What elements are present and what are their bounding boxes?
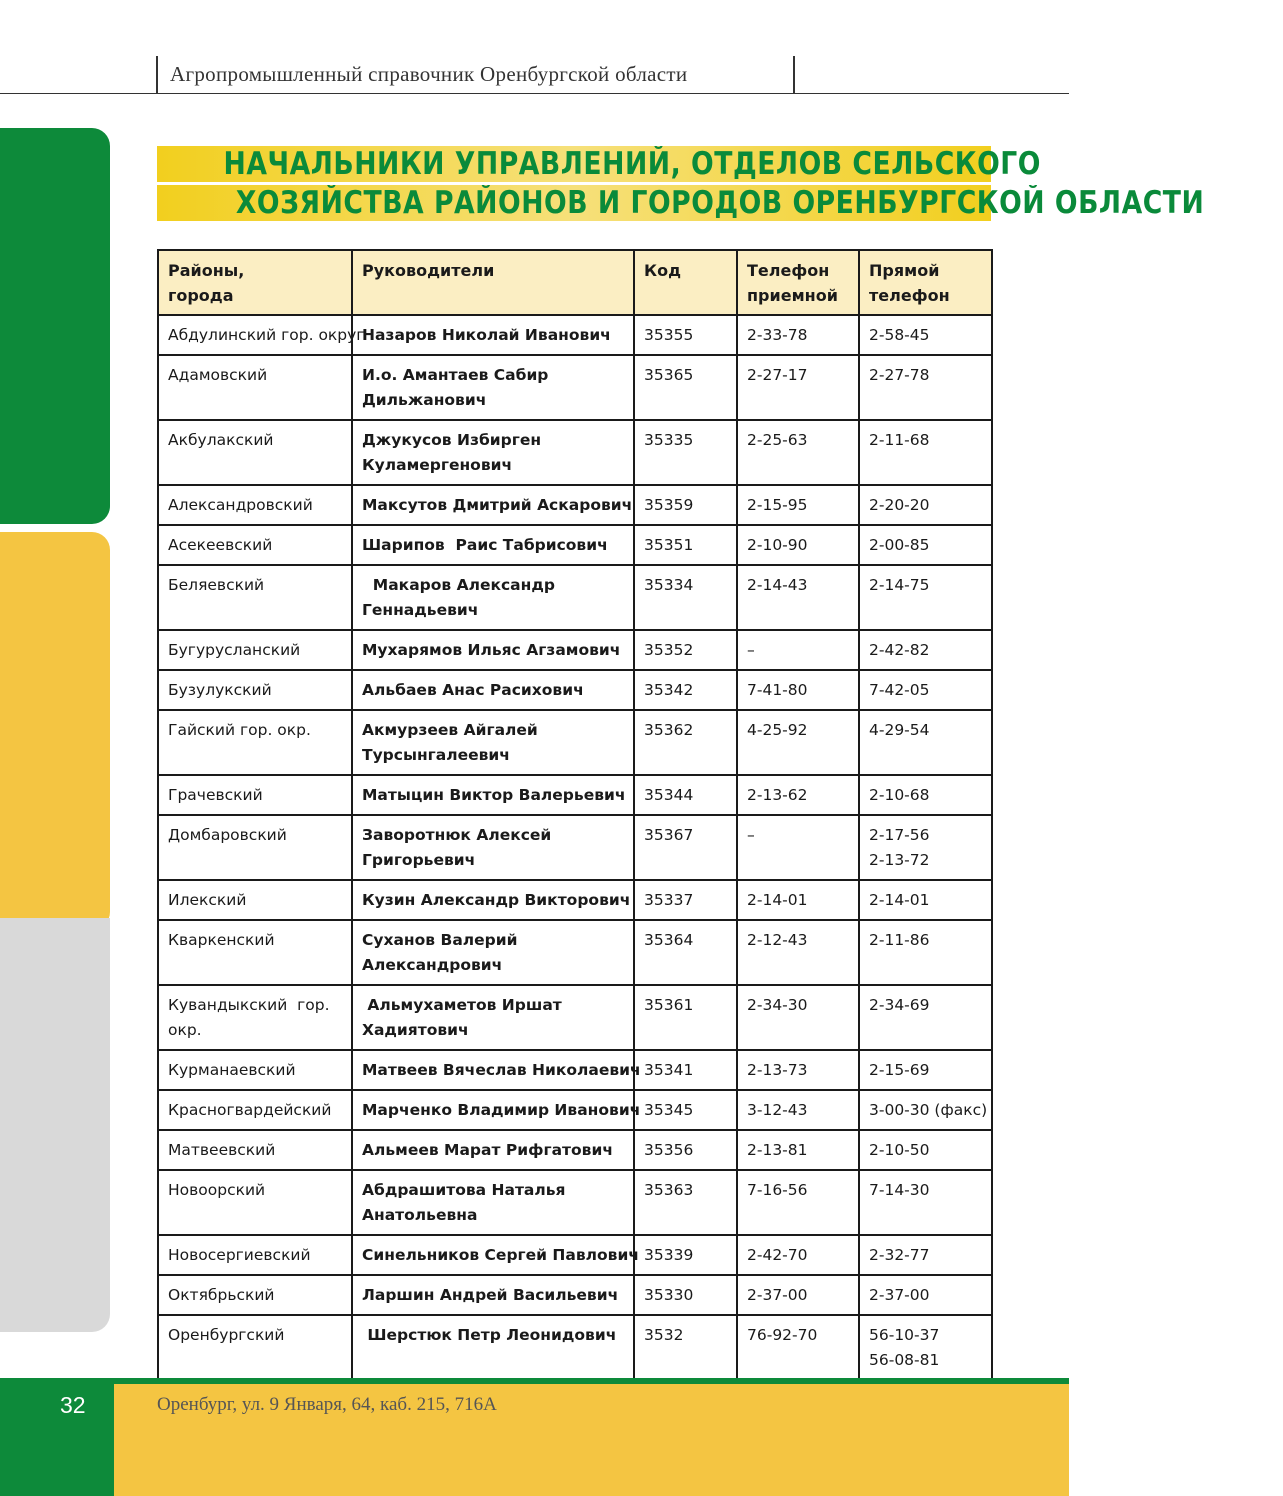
cell-line: Анатольевна — [362, 1206, 478, 1224]
head-name-cell — [352, 775, 634, 815]
cell-line: 56-08-81 — [869, 1351, 940, 1369]
table-row — [158, 1090, 992, 1130]
table-row — [158, 420, 992, 485]
table-row — [158, 880, 992, 920]
direct-phone-cell — [859, 355, 992, 420]
code-cell: 35355 — [634, 315, 737, 355]
district-cell — [158, 815, 352, 880]
district-cell — [158, 355, 352, 420]
cell-line: Телефон — [747, 261, 830, 280]
cell-line: Макаров Александр — [362, 576, 555, 594]
direct-phone-cell — [859, 1315, 992, 1380]
cell-line: 2-27-17 — [747, 366, 808, 384]
direct-phone-cell — [859, 670, 992, 710]
district-cell — [158, 775, 352, 815]
cell-line: Турсынгалеевич — [362, 746, 510, 764]
table-row — [158, 1275, 992, 1315]
district-cell — [158, 1130, 352, 1170]
direct-phone-cell — [859, 1090, 992, 1130]
cell-line: Назаров Николай Иванович — [362, 326, 611, 344]
column-header-code — [634, 250, 737, 315]
table-row — [158, 775, 992, 815]
table-body — [158, 315, 992, 1380]
cell-line: Бугурусланский — [168, 641, 301, 659]
reception-phone-cell — [737, 1315, 859, 1380]
code-cell: 35342 — [634, 670, 737, 710]
cell-line: 56-10-37 — [869, 1326, 940, 1344]
cell-line: Акбулакский — [168, 431, 274, 449]
cell-line: 7-16-56 — [747, 1181, 808, 1199]
cell-line: Суханов Валерий — [362, 931, 518, 949]
table-row — [158, 1170, 992, 1235]
reception-phone-cell — [737, 1170, 859, 1235]
district-cell — [158, 1090, 352, 1130]
cell-line: 2-42-82 — [869, 641, 930, 659]
column-header-direct-phone — [859, 250, 992, 315]
head-name-cell — [352, 1275, 634, 1315]
reception-phone-cell — [737, 485, 859, 525]
reception-phone-cell — [737, 1235, 859, 1275]
cell-line: 2-11-68 — [869, 431, 930, 449]
cell-line: Абдулинский гор. округ — [168, 326, 365, 344]
district-cell — [158, 1275, 352, 1315]
head-name-cell — [352, 920, 634, 985]
code-cell: 3532 — [634, 1315, 737, 1380]
cell-line: Домбаровский — [168, 826, 287, 844]
cell-line: 2-37-00 — [747, 1286, 808, 1304]
cell-line: 2-13-81 — [747, 1141, 808, 1159]
header-divider-left — [156, 56, 158, 93]
head-name-cell — [352, 565, 634, 630]
page-number: 32 — [60, 1392, 86, 1418]
district-cell — [158, 565, 352, 630]
cell-line: 2-13-73 — [747, 1061, 808, 1079]
code-cell: 35356 — [634, 1130, 737, 1170]
head-name-cell — [352, 420, 634, 485]
cell-line: Ларшин Андрей Васильевич — [362, 1286, 619, 1304]
reception-phone-cell — [737, 985, 859, 1050]
cell-line: Грачевский — [168, 786, 263, 804]
district-cell — [158, 670, 352, 710]
district-cell — [158, 985, 352, 1050]
table-header — [158, 250, 992, 315]
code-cell: 35363 — [634, 1170, 737, 1235]
code-cell: 35365 — [634, 355, 737, 420]
table-row — [158, 355, 992, 420]
head-name-cell — [352, 985, 634, 1050]
reception-phone-cell — [737, 710, 859, 775]
cell-line: 2-00-85 — [869, 536, 930, 554]
cell-line: – — [747, 641, 755, 659]
header-rule — [0, 93, 1069, 94]
cell-line: Новосергиевский — [168, 1246, 311, 1264]
cell-line: 2-42-70 — [747, 1246, 808, 1264]
cell-line: Шарипов Раис Табрисович — [362, 536, 608, 554]
table-row — [158, 1130, 992, 1170]
district-cell — [158, 1050, 352, 1090]
cell-line: Заворотнюк Алексей — [362, 826, 552, 844]
head-name-cell — [352, 1315, 634, 1380]
cell-line: Синельников Сергей Павлович — [362, 1246, 639, 1264]
table-row — [158, 315, 992, 355]
cell-line: 2-37-00 — [869, 1286, 930, 1304]
reception-phone-cell — [737, 355, 859, 420]
head-name-cell — [352, 355, 634, 420]
direct-phone-cell — [859, 1170, 992, 1235]
district-cell — [158, 630, 352, 670]
reception-phone-cell — [737, 815, 859, 880]
reception-phone-cell — [737, 630, 859, 670]
cell-line: Геннадьевич — [362, 601, 479, 619]
table-row — [158, 710, 992, 775]
direct-phone-cell — [859, 1275, 992, 1315]
header-divider-right — [793, 56, 795, 93]
cell-line: Дильжанович — [362, 391, 487, 409]
head-name-cell — [352, 315, 634, 355]
cell-line: Альбаев Анас Расихович — [362, 681, 584, 699]
head-name-cell — [352, 1170, 634, 1235]
cell-line: 2-14-01 — [747, 891, 808, 909]
cell-line: Илекский — [168, 891, 247, 909]
cell-line: Альмухаметов Иршат — [362, 996, 562, 1014]
head-name-cell — [352, 815, 634, 880]
direct-phone-cell — [859, 1235, 992, 1275]
cell-line: Александровский — [168, 496, 313, 514]
table-header-row — [158, 250, 992, 315]
cell-line: 2-10-90 — [747, 536, 808, 554]
reception-phone-cell — [737, 315, 859, 355]
table-row — [158, 1235, 992, 1275]
section-title — [157, 146, 1205, 224]
district-cell — [158, 315, 365, 355]
direct-phone-cell — [859, 920, 992, 985]
cell-line: 2-14-01 — [869, 891, 930, 909]
cell-line: Куламергенович — [362, 456, 513, 474]
direct-phone-cell — [859, 1050, 992, 1090]
footer-page-block — [0, 1378, 114, 1496]
cell-line: Гайский гор. окр. — [168, 721, 311, 739]
head-name-cell — [352, 525, 634, 565]
cell-line: Григорьевич — [362, 851, 476, 869]
cell-line: Беляевский — [168, 576, 265, 594]
cell-line: Новоорский — [168, 1181, 266, 1199]
cell-line: 3-12-43 — [747, 1101, 808, 1119]
reception-phone-cell — [737, 1090, 859, 1130]
direct-phone-cell — [859, 525, 992, 565]
reception-phone-cell — [737, 525, 859, 565]
side-tab-yellow — [0, 532, 110, 930]
code-cell: 35345 — [634, 1090, 737, 1130]
reception-phone-cell — [737, 670, 859, 710]
cell-line: 2-34-30 — [747, 996, 808, 1014]
code-cell: 35330 — [634, 1275, 737, 1315]
table-row — [158, 1050, 992, 1090]
direct-phone-cell — [859, 565, 992, 630]
cell-line: Александрович — [362, 956, 503, 974]
cell-line: Курманаевский — [168, 1061, 296, 1079]
reception-phone-cell — [737, 775, 859, 815]
cell-line: 2-14-43 — [747, 576, 808, 594]
cell-line: окр. — [168, 1021, 202, 1039]
code-cell: 35362 — [634, 710, 737, 775]
cell-line: 2-27-78 — [869, 366, 930, 384]
cell-line: Мухарямов Ильяс Агзамович — [362, 641, 621, 659]
column-header-reception-phone — [737, 250, 859, 315]
direct-phone-cell — [859, 815, 992, 880]
cell-line: 2-11-86 — [869, 931, 930, 949]
cell-line: И.о. Амантаев Сабир — [362, 366, 549, 384]
cell-line: Адамовский — [168, 366, 268, 384]
code-cell: 35337 — [634, 880, 737, 920]
table-row — [158, 985, 992, 1050]
table-row — [158, 485, 992, 525]
code-cell: 35344 — [634, 775, 737, 815]
reception-phone-cell — [737, 1050, 859, 1090]
cell-line: Районы, — [168, 261, 245, 280]
reception-phone-cell — [737, 880, 859, 920]
district-cell — [158, 1315, 352, 1380]
cell-line: Кваркенский — [168, 931, 275, 949]
cell-line: Шерстюк Петр Леонидович — [362, 1326, 617, 1344]
reception-phone-cell — [737, 1275, 859, 1315]
district-cell — [158, 1170, 352, 1235]
direct-phone-cell — [859, 630, 992, 670]
cell-line: телефон — [869, 286, 950, 305]
table-row — [158, 565, 992, 630]
cell-line: 2-32-77 — [869, 1246, 930, 1264]
direct-phone-cell — [859, 880, 992, 920]
side-tab-gray — [0, 918, 110, 1332]
code-cell: 35359 — [634, 485, 737, 525]
running-header — [0, 56, 1069, 94]
district-cell — [158, 710, 352, 775]
code-cell: 35335 — [634, 420, 737, 485]
code-cell: 35361 — [634, 985, 737, 1050]
direct-phone-cell — [859, 775, 992, 815]
cell-line: Кузин Александр Викторович — [362, 891, 631, 909]
direct-phone-cell — [859, 1130, 992, 1170]
cell-line: 2-33-78 — [747, 326, 808, 344]
cell-line: Асекеевский — [168, 536, 273, 554]
head-name-cell — [352, 1050, 641, 1090]
head-name-cell — [352, 880, 634, 920]
cell-line: приемной — [747, 286, 838, 305]
column-header-district — [158, 250, 352, 315]
district-cell — [158, 485, 352, 525]
cell-line: Матыцин Виктор Валерьевич — [362, 786, 626, 804]
code-cell: 35364 — [634, 920, 737, 985]
cell-line: Хадиятович — [362, 1021, 469, 1039]
cell-line: 7-42-05 — [869, 681, 930, 699]
code-cell: 35351 — [634, 525, 737, 565]
cell-line: города — [168, 286, 234, 305]
district-cell — [158, 420, 352, 485]
table-row — [158, 815, 992, 880]
cell-line: Акмурзеев Айгалей — [362, 721, 538, 739]
cell-line: 4-25-92 — [747, 721, 808, 739]
cell-line: 2-15-69 — [869, 1061, 930, 1079]
cell-line: Красногвардейский — [168, 1101, 332, 1119]
code-cell: 35339 — [634, 1235, 737, 1275]
table-row — [158, 670, 992, 710]
head-name-cell — [352, 670, 634, 710]
cell-line: Матвеев Вячеслав Николаевич — [362, 1061, 641, 1079]
cell-line: Оренбургский — [168, 1326, 285, 1344]
footer-address: Оренбург, ул. 9 Января, 64, каб. 215, 716А — [157, 1394, 497, 1415]
section-title-line-2: ХОЗЯЙСТВА РАЙОНОВ И ГОРОДОВ ОРЕНБУРГСКОЙ ОБЛАСТИ — [157, 185, 991, 221]
direct-phone-cell — [859, 985, 992, 1050]
direct-phone-cell — [859, 485, 992, 525]
head-name-cell — [352, 630, 634, 670]
cell-line: 2-25-63 — [747, 431, 808, 449]
cell-line: Альмеев Марат Рифгатович — [362, 1141, 613, 1159]
head-name-cell — [352, 710, 634, 775]
cell-line: 2-20-20 — [869, 496, 930, 514]
table-row — [158, 630, 992, 670]
cell-line: 4-29-54 — [869, 721, 930, 739]
direct-phone-cell — [859, 315, 992, 355]
cell-line: 7-41-80 — [747, 681, 808, 699]
cell-line: Код — [644, 261, 681, 280]
code-cell: 35367 — [634, 815, 737, 880]
cell-line: 3-00-30 (факс) — [869, 1101, 988, 1119]
code-cell: 35334 — [634, 565, 737, 630]
head-name-cell — [352, 1130, 634, 1170]
cell-line: Абдрашитова Наталья — [362, 1181, 566, 1199]
direct-phone-cell — [859, 420, 992, 485]
reception-phone-cell — [737, 920, 859, 985]
cell-line: Руководители — [362, 261, 495, 280]
direct-phone-cell — [859, 710, 992, 775]
cell-line: 2-14-75 — [869, 576, 930, 594]
reception-phone-cell — [737, 565, 859, 630]
cell-line: 2-10-50 — [869, 1141, 930, 1159]
cell-line: Бузулукский — [168, 681, 272, 699]
cell-line: 2-12-43 — [747, 931, 808, 949]
table-row — [158, 920, 992, 985]
section-title-line-1: НАЧАЛЬНИКИ УПРАВЛЕНИЙ, ОТДЕЛОВ СЕЛЬСКОГО — [157, 146, 991, 182]
cell-line: 2-15-95 — [747, 496, 808, 514]
cell-line: Марченко Владимир Иванович — [362, 1101, 641, 1119]
cell-line: 7-14-30 — [869, 1181, 930, 1199]
cell-line: Октябрьский — [168, 1286, 275, 1304]
cell-line: 2-13-72 — [869, 851, 930, 869]
side-tab-green — [0, 128, 110, 524]
cell-line: 2-13-62 — [747, 786, 808, 804]
code-cell: 35352 — [634, 630, 737, 670]
head-name-cell — [352, 1090, 641, 1130]
head-name-cell — [352, 485, 634, 525]
reception-phone-cell — [737, 420, 859, 485]
cell-line: Матвеевский — [168, 1141, 276, 1159]
publication-title: Агропромышленный справочник Оренбургской области — [170, 62, 688, 86]
district-cell — [158, 880, 352, 920]
table-row — [158, 1315, 992, 1380]
cell-line: 76-92-70 — [747, 1326, 818, 1344]
cell-line: 2-17-56 — [869, 826, 930, 844]
cell-line: 2-58-45 — [869, 326, 930, 344]
district-cell — [158, 525, 352, 565]
district-cell — [158, 920, 352, 985]
cell-line: 2-10-68 — [869, 786, 930, 804]
cell-line: Максутов Дмитрий Аскарович — [362, 496, 633, 514]
cell-line: Кувандыкский гор. — [168, 996, 330, 1014]
cell-line: Прямой — [869, 261, 940, 280]
cell-line: Джукусов Избирген — [362, 431, 542, 449]
column-header-head — [352, 250, 634, 315]
reception-phone-cell — [737, 1130, 859, 1170]
footer-rule — [0, 1378, 1069, 1384]
cell-line: 2-34-69 — [869, 996, 930, 1014]
head-name-cell — [352, 1235, 639, 1275]
cell-line: – — [747, 826, 755, 844]
district-cell — [158, 1235, 352, 1275]
code-cell: 35341 — [634, 1050, 737, 1090]
contacts-table — [157, 249, 993, 1381]
table-row — [158, 525, 992, 565]
